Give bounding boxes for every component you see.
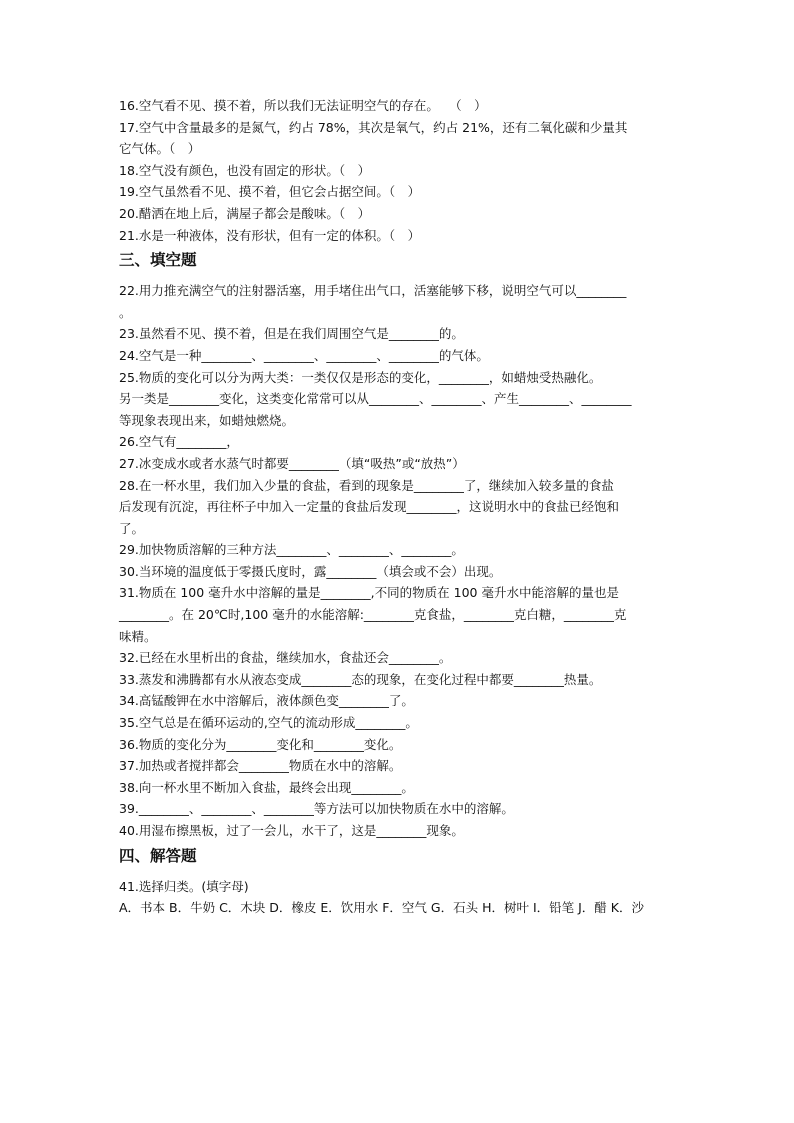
question-34: 34.高锰酸钾在水中溶解后，液体颜色变________了。 bbox=[119, 693, 414, 709]
question-29: 29.加快物质溶解的三种方法________、________、________。 bbox=[119, 542, 464, 558]
question-39: 39.________、________、________等方法可以加快物质在水中的溶解。 bbox=[119, 801, 514, 817]
question-20: 20.醋洒在地上后，满屋子都会是酸味。（ ） bbox=[119, 205, 371, 221]
question-41-options: A．书本 B．牛奶 C．木块 D．橡皮 E．饮用水 F．空气 G．石头 H．树叶 I．铅笔 J．醋 K．沙 bbox=[119, 900, 644, 916]
question-38: 38.向一杯水里不断加入食盐，最终会出现________。 bbox=[119, 779, 414, 795]
question-22: 22.用力推充满空气的注射器活塞，用手堵住出气口，活塞能够下移，说明空气可以________ bbox=[119, 283, 627, 299]
question-28-cont-1: 后发现有沉淀，再往杯子中加入一定量的食盐后发现________，这说明水中的食盐已经饱和 bbox=[119, 499, 620, 515]
question-27: 27.冰变成水或者水蒸气时都要________（填“吸热”或“放热”） bbox=[119, 455, 465, 471]
question-40: 40.用湿布擦黑板，过了一会儿，水干了，这是________现象。 bbox=[119, 823, 464, 838]
question-36: 36.物质的变化分为________变化和________变化。 bbox=[119, 736, 402, 752]
question-17-cont: 它气体。（ ） bbox=[119, 141, 201, 157]
question-28: 28.在一杯水里，我们加入少量的食盐，看到的现象是________了，继续加入较多量的食盐 bbox=[119, 477, 614, 493]
question-16: 16.空气看不见、摸不着，所以我们无法证明空气的存在。 （ ） bbox=[119, 98, 487, 113]
answer-questions bbox=[119, 876, 679, 919]
question-23: 23.虽然看不见、摸不着，但是在我们周围空气是________的。 bbox=[119, 326, 464, 342]
question-35: 35.空气总是在循环运动的,空气的流动形成________。 bbox=[119, 715, 418, 731]
question-31-cont-1: ________。在 20℃时,100 毫升的水能溶解:________克食盐，________克白糖，________克 bbox=[119, 607, 627, 623]
section-heading-answer: 四、解答题 bbox=[119, 846, 197, 865]
question-25: 25.物质的变化可以分为两大类：一类仅仅是形态的变化，________，如蜡烛受热融化。 bbox=[119, 369, 602, 385]
question-19: 19.空气虽然看不见、摸不着，但它会占据空间。（ ） bbox=[119, 184, 421, 200]
question-33: 33.蒸发和沸腾都有水从液态变成________态的现象，在变化过程中都要________热量。 bbox=[119, 671, 602, 687]
question-26: 26.空气有________， bbox=[119, 434, 239, 450]
question-31: 31.物质在 100 毫升水中溶解的量是________,不同的物质在 100 毫升水中能溶解的量也是 bbox=[119, 585, 619, 601]
question-25-cont-1: 另一类是________变化，这类变化常常可以从________、________、产生________、________ bbox=[119, 391, 632, 407]
question-21: 21.水是一种液体，没有形状，但有一定的体积。（ ） bbox=[119, 227, 421, 243]
question-25-cont-2: 等现象表现出来，如蜡烛燃烧。 bbox=[119, 412, 295, 428]
question-22-cont: 。 bbox=[119, 304, 132, 320]
question-41: 41.选择归类。(填字母) bbox=[119, 878, 249, 894]
question-31-cont-2: 味精。 bbox=[119, 628, 157, 644]
section-heading-fill-in: 三、填空题 bbox=[119, 251, 197, 270]
question-18: 18.空气没有颜色，也没有固定的形状。（ ） bbox=[119, 162, 371, 178]
question-17: 17.空气中含量最多的是氮气，约占 78%，其次是氧气，约占 21%，还有二氧化碳和少量其 bbox=[119, 119, 628, 135]
judge-questions bbox=[119, 95, 679, 246]
question-24: 24.空气是一种________、________、________、________的气体。 bbox=[119, 347, 489, 363]
question-28-cont-2: 了。 bbox=[119, 520, 145, 536]
question-30: 30.当环境的温度低于零摄氏度时，露________（填会或不会）出现。 bbox=[119, 563, 502, 579]
question-37: 37.加热或者搅拌都会________物质在水中的溶解。 bbox=[119, 758, 402, 774]
fill-in-questions bbox=[119, 280, 679, 841]
worksheet-page bbox=[119, 95, 679, 919]
question-32: 32.已经在水里析出的食盐，继续加水，食盐还会________。 bbox=[119, 650, 452, 666]
